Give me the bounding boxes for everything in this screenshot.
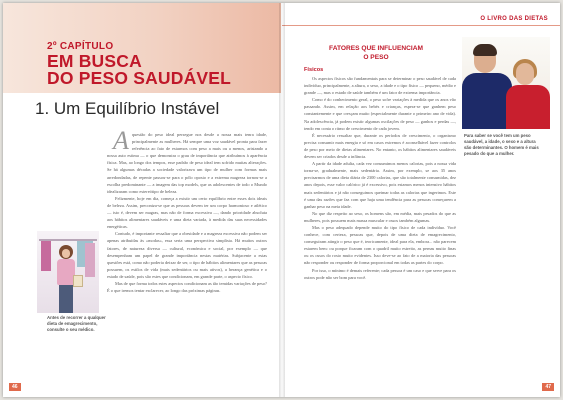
left-paragraph-3: Contudo, é importante ressaltar que a obesidade e a magreza excessiva não podem ser apenas atribuídas às «modas», essa seria uma perspectiva simplista. Há muitos outros fatores, de natureza diversa — cultural, económica e social, por exemplo — que desempenham um papel de grande importância nestas matérias. Subjacente a estas questões está, como não poderia deixar de ser, o tipo de hábitos alimentares que as pessoas possuem, os estilos de vida (mais sedentários ou mais ativos), a herança genética e o estado de saúde, pois são estes que condicionam, em grande parte, o aspecto físico. bbox=[107, 231, 267, 279]
right-paragraph-5: No que diz respeito ao sexo, os homens são, em média, mais pesados do que as mulheres, pois possuem mais massa muscular e ossos também algumas. bbox=[304, 210, 456, 223]
left-paragraph-1: questão do peso ideal persegue nos desde a nossa mais tenra idade, principalmente as mulheres. Há sempre uma voz saudável pronta para fazer referência ao fato de estarmos com peso a mais ou a menos, aristando a nossa auto estima — o que demonstra o grau de importância que atribuímos à aparência física. Mas, ao longo dos tempos, esse padrão de peso ideal tem sofrido muitas alterações. Se há algumas décadas a sociedade valorizava um tipo de mulher com formas mais arredondadas, de repente passou-se para o pólo oposto e a extrema magreza tornou-se a escolha predominante — a imagem das top models, que as adolescentes de todo o Mundo idealizaram como estereótipo de beleza. bbox=[107, 132, 267, 194]
factors-title-line1: FATORES QUE INFLUENCIAM bbox=[329, 45, 423, 52]
right-paragraph-1: Os aspectos físicos são fundamentais para se determinar o peso saudável de cada indivíduo, principalmente, a altura, o sexo, a idade e o tipo físico — pequeno, médio e grande —, mas o estado de saúde também é um fator de extrema importância. bbox=[304, 76, 456, 96]
shopping-woman-photo bbox=[37, 231, 99, 313]
left-paragraph-4: Mas de que forma todos estes aspectos condicionam as tão temidas variações de peso? É o que iremos tentar esclarecer, ao longo das próximas páginas. bbox=[107, 280, 267, 294]
couple-photo bbox=[462, 37, 550, 129]
right-body-column bbox=[304, 75, 456, 393]
book-spread bbox=[3, 3, 560, 397]
subsection-title: Físicos bbox=[304, 67, 324, 73]
drop-cap: A bbox=[113, 131, 129, 155]
right-paragraph-4: A partir da idade adulta, cada vez consumimos menos calorias, pois a nossa vida torna-se, gradualmente, mais sedentária. Assim, por exemplo, se aos 35 anos precisarmos de uma dieta diária de 2300 calorias, que são totalmente consumidas, dez anos depois, esse valor calórico já é excessivo, pois estamos menos intensivo hábitos mais sedentários e já não conseguimos queimar todas as calorias que ingerimos. Este é uma das razões que faz com que haja uma tendência para as pessoas começarem a ganhar peso na meia idade. bbox=[304, 161, 456, 209]
factors-title-line2: O PESO bbox=[363, 53, 389, 61]
running-head-rule bbox=[282, 25, 560, 26]
chapter-title-line1: EM BUSCA bbox=[47, 51, 142, 71]
left-page bbox=[3, 3, 281, 397]
right-page bbox=[282, 3, 560, 397]
right-paragraph-2: Como é do conhecimento geral, o peso sofre variações à medida que os anos vão passando. Assim, em relação aos bebés e crianças, espera-se que ganhem peso constantemente e que cresçam muito (especialmente durante o primeiro ano de vida). Na adolescência, já podem existir algumas oscilações de peso — ganhos e perdas —, tendo em conta o ritmo de crescimento de cada jovem. bbox=[304, 97, 456, 131]
right-photo-caption: Para saber se você tem um peso saudável, a idade, o sexo e a altura são determinantes. O homem é mais pesado do que a mulher. bbox=[464, 133, 539, 156]
chapter-number: 2º CAPÍTULO bbox=[47, 41, 114, 52]
page-number-left: 46 bbox=[9, 383, 21, 391]
right-paragraph-6: Mas o peso adequado depende muito do tipo físico de cada indivíduo. Você conhece, com certeza, pessoas que, depois de uma dieta de emagrecimento, conseguiram atingir o peso que é, teoricamente, ideal para ela, embora... não parecem estarem bem: ou porque ficaram com o quadril muito estreito, as pernas muito finas ou os ossos do rosto muito evidentes. Isso deve-se ao fato de a maioria das pessoas não responder ou responder de forma proporcional em todas as partes do corpo. bbox=[304, 224, 456, 266]
right-paragraph-7: Por isso, o mínimo é demais referente; cada pessoa é um caso e que serve para os outros pode não ser bom para você. bbox=[304, 267, 456, 280]
running-head: O LIVRO DAS DIETAS bbox=[480, 16, 548, 22]
section-title: 1. Um Equilíbrio Instável bbox=[35, 99, 220, 118]
right-paragraph-3: É necessário ressaltar que, durante os períodos de crescimento, o organismo precisa consumir mais energia e só em casos extremos é aconselhável fazer controlos de peso por meio de dietas alimentares. No entanto, os hábitos alimentares saudáveis devem ser criados desde a infância. bbox=[304, 132, 456, 160]
left-photo-caption: Antes de recorrer a qualquer dieta de emagrecimento, consulte o seu médico. bbox=[47, 315, 106, 332]
left-body-column bbox=[107, 131, 267, 383]
book-gutter bbox=[279, 3, 285, 397]
chapter-title-line2: DO PESO SAUDÁVEL bbox=[47, 68, 232, 88]
page-number-right: 47 bbox=[542, 383, 554, 391]
left-paragraph-2: Felizmente, hoje em dia, começa a existir um certo equilíbrio entre esses dois ideais de beleza. Assim, preconiza-se que as pessoas devem ter um corpo harmonioso e atlético — isto é, devem ser magras, mas não de forma excessiva —, dando prioridade absoluta aos hábitos alimentares saudáveis e uma dieta variada, à medida das suas necessidades energéticas. bbox=[107, 195, 267, 230]
chapter-title bbox=[47, 53, 231, 87]
factors-section-title bbox=[306, 45, 446, 62]
